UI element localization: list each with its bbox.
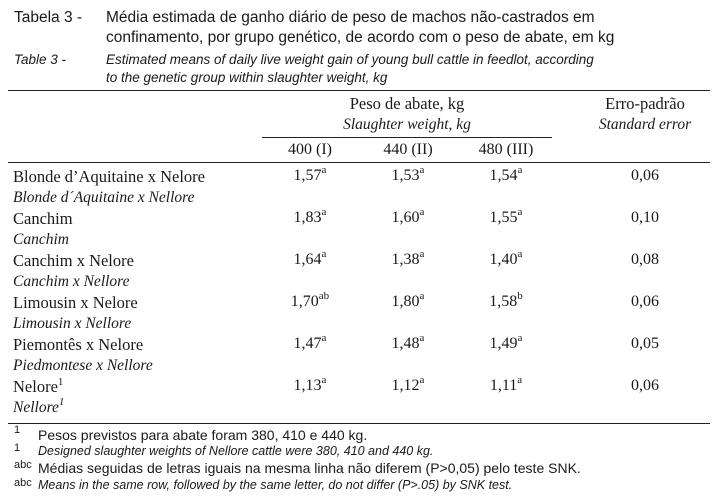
- cell-standard-error: 0,06: [631, 377, 659, 394]
- row-name-en: Nellore$^1$: [13, 395, 65, 416]
- caption-label-pt: Tabela 3 -: [14, 9, 83, 26]
- row-name-pt: Canchim x Nelore: [13, 251, 134, 270]
- cell-value: 1,80$^a$: [391, 289, 425, 310]
- header-group-en: Slaughter weight, kg: [343, 116, 471, 133]
- row-name-en: Canchim: [13, 231, 69, 248]
- cell-value: 1,83$^a$: [293, 205, 327, 226]
- cell-value: 1,47$^a$: [293, 331, 327, 352]
- cell-value: 1,70$^{ab}$: [290, 289, 330, 310]
- cell-value: 1,57$^a$: [293, 163, 327, 184]
- cell-standard-error: 0,10: [631, 209, 659, 226]
- cell-value: 1,48$^a$: [391, 331, 425, 352]
- caption-line-en-2: to the genetic group within slaughter weight, kg: [106, 70, 388, 85]
- header-error-en: Standard error: [598, 116, 692, 133]
- cell-value: 1,53$^a$: [391, 163, 425, 184]
- cell-value: 1,58$^b$: [489, 289, 523, 310]
- cell-value: 1,13$^a$: [293, 373, 327, 394]
- header-bottom-rule: [8, 162, 710, 163]
- footnote-mark-abc-en: abc: [14, 477, 32, 489]
- row-name-pt: Nelore$^1$: [13, 375, 64, 396]
- caption-line-pt-2: confinamento, por grupo genético, de acordo com o peso de abate, em kg: [106, 29, 615, 46]
- cell-value: 1,49$^a$: [489, 331, 523, 352]
- row-name-pt: Canchim: [13, 209, 73, 228]
- row-name-en: Limousin x Nellore: [13, 315, 132, 332]
- cell-standard-error: 0,08: [631, 251, 659, 268]
- cell-value: 1,54$^a$: [489, 163, 523, 184]
- footnote-2-en: Means in the same row, followed by the same letter, do not differ (P>.05) by SNK test.: [38, 478, 513, 492]
- column-header-440: 440 (II): [383, 141, 433, 158]
- row-name-en: Blonde d´Aquitaine x Nellore: [13, 189, 195, 206]
- row-name-en: Canchim x Nellore: [13, 273, 130, 290]
- cell-value: 1,40$^a$: [489, 247, 523, 268]
- cell-standard-error: 0,06: [631, 293, 659, 310]
- footnote-2-pt: Médias seguidas de letras iguais na mesma linha não diferem (P>0,05) pelo teste SNK.: [38, 460, 581, 476]
- cell-value: 1,38$^a$: [391, 247, 425, 268]
- footnote-mark-abc: abc: [14, 459, 32, 471]
- header-group-pt: Peso de abate, kg: [349, 94, 465, 113]
- row-name-pt: Blonde d’Aquitaine x Nelore: [13, 167, 205, 186]
- caption-label-en: Table 3 -: [14, 52, 67, 67]
- cell-standard-error: 0,06: [631, 167, 659, 184]
- header-error-pt: Erro-padrão: [605, 94, 685, 113]
- cell-standard-error: 0,05: [631, 335, 659, 352]
- footnote-1-pt: Pesos previstos para abate foram 380, 410 e 440 kg.: [38, 427, 368, 443]
- cell-value: 1,55$^a$: [489, 205, 523, 226]
- row-name-en: Piedmontese x Nellore: [13, 357, 153, 374]
- footnote-mark-1: 1: [14, 424, 21, 436]
- table-bottom-rule: [8, 423, 710, 424]
- caption-line-en-1: Estimated means of daily live weight gain of young bull cattle in feedlot, according: [106, 52, 594, 67]
- row-name-pt: Limousin x Nelore: [13, 293, 138, 312]
- column-header-400: 400 (I): [288, 141, 332, 158]
- footnote-1-en: Designed slaughter weights of Nellore cattle were 380, 410 and 440 kg.: [38, 444, 434, 458]
- cell-value: 1,64$^a$: [293, 247, 327, 268]
- column-header-480: 480 (III): [478, 141, 534, 158]
- caption-line-pt-1: Média estimada de ganho diário de peso de machos não-castrados em: [106, 9, 595, 26]
- table-top-rule: [8, 90, 710, 91]
- footnote-mark-1-en: 1: [14, 442, 21, 454]
- cell-value: 1,12$^a$: [391, 373, 425, 394]
- cell-value: 1,60$^a$: [391, 205, 425, 226]
- row-name-pt: Piemontês x Nelore: [13, 335, 144, 354]
- cell-value: 1,11$^a$: [489, 373, 523, 394]
- header-group-rule: [262, 137, 552, 138]
